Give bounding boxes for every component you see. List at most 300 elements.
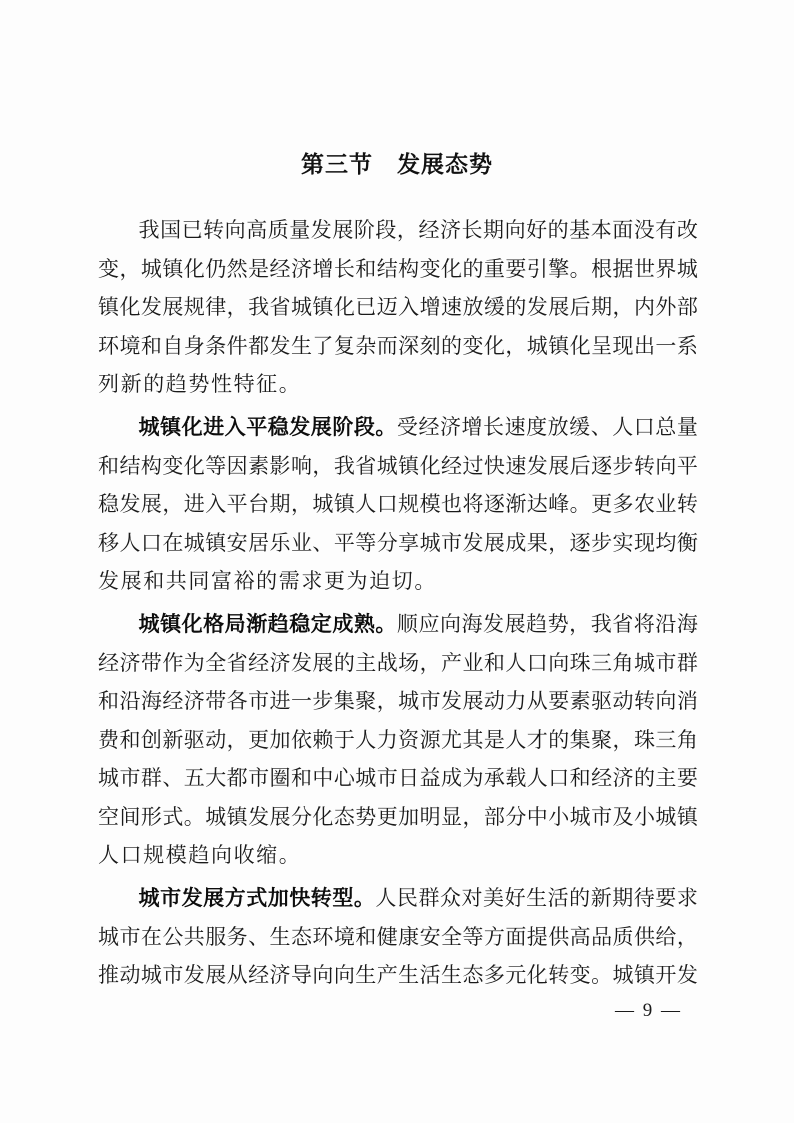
bold-character: 阶 xyxy=(332,416,354,440)
character: 要 xyxy=(655,886,677,911)
character: 化 xyxy=(183,453,205,478)
character: 城 xyxy=(98,766,119,791)
character: 度 xyxy=(526,415,548,440)
character: 步 xyxy=(591,530,613,555)
character: ， xyxy=(676,924,698,949)
bold-character: 式 xyxy=(246,887,268,911)
character: 创 xyxy=(140,727,162,752)
character: 康 xyxy=(398,924,420,949)
character: 动 xyxy=(119,963,141,988)
character: 发 xyxy=(119,492,141,517)
character: 城 xyxy=(140,256,162,281)
character: 展 xyxy=(332,218,354,243)
character: 活 xyxy=(547,886,569,911)
character: 口 xyxy=(633,415,655,440)
character: 。 xyxy=(278,843,300,868)
character: 实 xyxy=(612,530,634,555)
character: 规 xyxy=(183,295,205,320)
character: 主 xyxy=(655,766,677,791)
character: 生 xyxy=(269,924,291,949)
character: 发 xyxy=(248,804,270,829)
character: 新 xyxy=(162,727,184,752)
text-line xyxy=(98,720,698,759)
character: 口 xyxy=(120,843,142,868)
bold-character: 型 xyxy=(332,887,354,911)
character: ， xyxy=(290,492,312,517)
character: 战 xyxy=(376,650,398,675)
character: 市 xyxy=(655,650,677,675)
character: 海 xyxy=(676,612,698,637)
character: 间 xyxy=(119,804,141,829)
character: 展 xyxy=(483,530,505,555)
character: 、 xyxy=(312,530,334,555)
character: 小 xyxy=(633,804,655,829)
character: 济 xyxy=(439,218,461,243)
character: 的 xyxy=(256,569,278,594)
character: 带 xyxy=(140,650,162,675)
character: 缓 xyxy=(569,415,591,440)
character: 台 xyxy=(248,492,270,517)
bold-character: 进 xyxy=(203,416,225,440)
character: 在 xyxy=(162,530,184,555)
character: 其 xyxy=(462,727,484,752)
character: ， xyxy=(162,492,184,517)
character: 展 xyxy=(162,295,184,320)
character: 速 xyxy=(505,453,527,478)
character: 而 xyxy=(376,333,398,358)
paragraph xyxy=(98,210,698,403)
character: 长 xyxy=(461,218,483,243)
character: 段 xyxy=(375,218,397,243)
character: 各 xyxy=(226,689,248,714)
character: 发 xyxy=(183,963,205,988)
character: 的 xyxy=(143,372,165,397)
character: 平 xyxy=(226,492,248,517)
character: ， xyxy=(376,689,398,714)
character: 人 xyxy=(505,727,527,752)
character: 才 xyxy=(526,727,548,752)
character: 发 xyxy=(676,963,698,988)
character: 性 xyxy=(210,372,232,397)
character: 现 xyxy=(612,333,634,358)
character: 群 xyxy=(676,650,698,675)
character: 人 xyxy=(612,415,634,440)
character: 口 xyxy=(548,766,570,791)
bold-character: 快 xyxy=(289,887,311,911)
character: 速 xyxy=(441,295,462,320)
character: ， xyxy=(312,453,334,478)
character: 空 xyxy=(98,804,119,829)
character: ， xyxy=(462,804,484,829)
character: 待 xyxy=(633,886,655,911)
character: 化 xyxy=(569,333,591,358)
character: 城 xyxy=(205,804,227,829)
character: 大 xyxy=(205,766,227,791)
character: 呈 xyxy=(591,333,613,358)
bold-character: 。 xyxy=(375,416,397,440)
character: 展 xyxy=(120,569,142,594)
character: 仍 xyxy=(205,256,227,281)
character: 经 xyxy=(269,256,291,281)
character: 经 xyxy=(418,218,440,243)
character: 为 xyxy=(183,650,205,675)
bold-character: 。 xyxy=(353,887,375,911)
character: 镇 xyxy=(312,295,334,320)
character: ， xyxy=(612,727,634,752)
character: 根 xyxy=(591,256,613,281)
character: 等 xyxy=(462,924,484,949)
character: 转 xyxy=(633,453,655,478)
character: 化 xyxy=(419,453,441,478)
character: 人 xyxy=(375,886,397,911)
character: 向 xyxy=(224,218,246,243)
character: 分 xyxy=(290,804,312,829)
character: 和 xyxy=(140,333,162,358)
character: 人 xyxy=(355,727,377,752)
character: 发 xyxy=(269,333,291,358)
character: 城 xyxy=(183,530,205,555)
character: 提 xyxy=(526,924,548,949)
character: 角 xyxy=(612,650,634,675)
character: 展 xyxy=(312,650,334,675)
character: 承 xyxy=(483,766,505,791)
character: 市 xyxy=(119,766,141,791)
character: 转 xyxy=(548,963,570,988)
character: 化 xyxy=(119,295,141,320)
character: 化 xyxy=(333,295,355,320)
character: 发 xyxy=(140,295,162,320)
character: 产 xyxy=(376,963,398,988)
character: 向 xyxy=(439,612,461,637)
character: 构 xyxy=(398,256,420,281)
bold-character: 。 xyxy=(375,613,397,637)
character: 更 xyxy=(323,569,345,594)
character: 镇 xyxy=(398,453,420,478)
text-line xyxy=(98,523,698,562)
character: 赖 xyxy=(312,727,334,752)
character: 期 xyxy=(612,886,634,911)
character: 镇 xyxy=(98,295,119,320)
character: 国 xyxy=(160,218,182,243)
character: 镇 xyxy=(226,804,248,829)
bold-character: 入 xyxy=(224,416,246,440)
character: 富 xyxy=(210,569,232,594)
character: 尤 xyxy=(441,727,462,752)
character: 的 xyxy=(547,218,569,243)
character: 入 xyxy=(398,295,420,320)
character: 等 xyxy=(355,530,377,555)
character: 集 xyxy=(569,727,591,752)
character: 镇 xyxy=(205,530,227,555)
character: 逐 xyxy=(483,492,505,517)
character: 的 xyxy=(462,256,484,281)
character: 我 xyxy=(333,453,355,478)
character: 势 xyxy=(547,612,569,637)
character: 现 xyxy=(633,530,655,555)
character: 集 xyxy=(333,689,355,714)
character: 本 xyxy=(590,218,612,243)
text-line xyxy=(98,797,698,836)
character: 城 xyxy=(398,689,420,714)
character: 向 xyxy=(655,453,677,478)
character: 是 xyxy=(483,727,505,752)
character: 更 xyxy=(248,727,270,752)
character: 因 xyxy=(226,453,248,478)
character: 态 xyxy=(290,924,312,949)
character: 我 xyxy=(590,612,612,637)
character: 为 xyxy=(462,766,484,791)
character: 移 xyxy=(98,530,119,555)
character: 特 xyxy=(233,372,255,397)
character: 顺 xyxy=(396,612,418,637)
character: 杂 xyxy=(355,333,377,358)
bold-character: 城 xyxy=(138,416,160,440)
character: 导 xyxy=(290,963,312,988)
character: 小 xyxy=(548,804,570,829)
character: 城 xyxy=(633,650,655,675)
character: 、 xyxy=(248,924,270,949)
character: 环 xyxy=(98,333,119,358)
character: 界 xyxy=(655,256,677,281)
character: 收 xyxy=(233,843,255,868)
character: 深 xyxy=(398,333,420,358)
character: 场 xyxy=(398,650,420,675)
character: 发 xyxy=(526,295,548,320)
character: 变 xyxy=(569,963,591,988)
text-line xyxy=(98,835,698,874)
character: 平 xyxy=(333,530,355,555)
character: 业 xyxy=(462,650,484,675)
character: 济 xyxy=(119,650,141,675)
character: 擎 xyxy=(548,256,570,281)
character: 向 xyxy=(333,963,355,988)
character: 省 xyxy=(226,650,248,675)
bold-character: 趋 xyxy=(267,613,289,637)
character: 总 xyxy=(655,415,677,440)
character: 稳 xyxy=(98,492,119,517)
character: 城 xyxy=(419,530,441,555)
character: 。 xyxy=(278,372,300,397)
character: 生 xyxy=(398,963,420,988)
character: 都 xyxy=(226,766,248,791)
character: 发 xyxy=(526,453,548,478)
character: ， xyxy=(569,612,591,637)
character: 向 xyxy=(210,843,232,868)
character: 进 xyxy=(183,492,205,517)
character: 城 xyxy=(676,256,698,281)
character: 了 xyxy=(312,333,334,358)
character: 内 xyxy=(633,295,655,320)
character: 成 xyxy=(441,766,462,791)
character: 口 xyxy=(376,492,398,517)
character: 城 xyxy=(140,963,162,988)
character: 市 xyxy=(441,530,462,555)
character: 有 xyxy=(655,218,677,243)
character: 后 xyxy=(569,295,591,320)
character: 乐 xyxy=(269,530,291,555)
character: 、 xyxy=(162,766,184,791)
character: 都 xyxy=(248,333,270,358)
section-title: 第三节 发展态势 xyxy=(301,151,493,177)
character: 展 xyxy=(462,689,484,714)
character: 和 xyxy=(569,766,591,791)
character: ， xyxy=(226,727,248,752)
character: 省 xyxy=(355,453,377,478)
character: 化 xyxy=(441,256,462,281)
character: 城 xyxy=(290,295,312,320)
bold-character: 方 xyxy=(224,887,246,911)
character: 向 xyxy=(548,650,570,675)
character: ， xyxy=(419,650,441,675)
character: 世 xyxy=(633,256,655,281)
character: 逐 xyxy=(569,530,591,555)
bold-character: 稳 xyxy=(289,613,311,637)
character: 海 xyxy=(461,612,483,637)
character: 和 xyxy=(290,766,312,791)
character: 经 xyxy=(441,453,462,478)
character: 外 xyxy=(655,295,677,320)
character: 模 xyxy=(165,843,187,868)
character: 市 xyxy=(248,766,270,791)
character: 的 xyxy=(569,886,591,911)
character: 城 xyxy=(98,924,119,949)
character: ， xyxy=(396,218,418,243)
character: 沿 xyxy=(119,689,141,714)
character: 经 xyxy=(162,689,184,714)
character: 逐 xyxy=(591,453,613,478)
character: 量 xyxy=(289,218,311,243)
character: 生 xyxy=(355,963,377,988)
character: 农 xyxy=(633,492,655,517)
character: 新 xyxy=(590,886,612,911)
character: 平 xyxy=(676,453,698,478)
character: 的 xyxy=(333,650,355,675)
character: 市 xyxy=(376,766,398,791)
character: 济 xyxy=(612,766,634,791)
bold-character: 格 xyxy=(203,613,225,637)
character: 市 xyxy=(119,924,141,949)
character: 供 xyxy=(633,924,655,949)
character: 力 xyxy=(505,689,527,714)
character: 城 xyxy=(612,963,634,988)
character: 健 xyxy=(376,924,398,949)
character: 境 xyxy=(333,924,355,949)
character: 费 xyxy=(98,727,119,752)
character: 切 xyxy=(391,569,413,594)
character: 据 xyxy=(612,256,634,281)
text-line xyxy=(98,604,698,643)
character: 珠 xyxy=(569,650,591,675)
character: 城 xyxy=(526,333,548,358)
character: 受 xyxy=(396,415,418,440)
character: 口 xyxy=(140,530,162,555)
character: 业 xyxy=(655,492,677,517)
character: 全 xyxy=(205,650,227,675)
character: 放 xyxy=(462,295,484,320)
text-line xyxy=(98,210,698,249)
character: 镇 xyxy=(162,256,184,281)
character: 心 xyxy=(333,766,355,791)
character: 经 xyxy=(248,650,270,675)
character: 素 xyxy=(248,453,270,478)
character: 全 xyxy=(441,924,462,949)
character: 安 xyxy=(419,924,441,949)
character: 加 xyxy=(269,727,291,752)
character: 将 xyxy=(462,492,484,517)
character: 载 xyxy=(505,766,527,791)
text-line xyxy=(98,878,698,917)
text-line xyxy=(98,287,698,326)
character: 引 xyxy=(526,256,548,281)
character: 期 xyxy=(591,295,613,320)
character: 力 xyxy=(376,727,398,752)
character: 服 xyxy=(205,924,227,949)
character: 和 xyxy=(355,924,377,949)
character: 动 xyxy=(483,689,505,714)
character: 变 xyxy=(162,453,184,478)
character: 安 xyxy=(226,530,248,555)
bold-character: 城 xyxy=(138,613,160,637)
character: 规 xyxy=(143,843,165,868)
character: 阶 xyxy=(353,218,375,243)
character: 展 xyxy=(548,453,570,478)
character: 源 xyxy=(419,727,441,752)
character: 衡 xyxy=(676,530,698,555)
text-line xyxy=(98,326,698,365)
character: 活 xyxy=(419,963,441,988)
bold-character: 展 xyxy=(310,416,332,440)
bold-character: 局 xyxy=(224,613,246,637)
character: 要 xyxy=(676,766,698,791)
character: 展 xyxy=(269,804,291,829)
character: 发 xyxy=(441,689,462,714)
character: 动 xyxy=(612,689,634,714)
character: 入 xyxy=(205,492,227,517)
character: 共 xyxy=(165,569,187,594)
character: 人 xyxy=(505,650,527,675)
character: 高 xyxy=(569,924,591,949)
character: 珠 xyxy=(633,727,655,752)
character: 多 xyxy=(612,492,634,517)
character: 民 xyxy=(396,886,418,911)
character: 缓 xyxy=(483,295,505,320)
character: 化 xyxy=(526,963,548,988)
character: 势 xyxy=(188,372,210,397)
text-line xyxy=(98,364,698,403)
bold-character: 定 xyxy=(310,613,332,637)
character: 更 xyxy=(376,804,398,829)
character: 展 xyxy=(140,492,162,517)
character: 对 xyxy=(461,886,483,911)
character: 产 xyxy=(441,650,462,675)
character: 为 xyxy=(346,569,368,594)
character: 模 xyxy=(419,492,441,517)
bold-character: 发 xyxy=(289,416,311,440)
character: 趋 xyxy=(165,372,187,397)
character: 新 xyxy=(120,372,142,397)
character: 部 xyxy=(676,295,698,320)
character: 变 xyxy=(419,256,441,281)
character: 更 xyxy=(591,492,613,517)
character: 城 xyxy=(655,804,677,829)
character: 济 xyxy=(183,689,205,714)
character: 从 xyxy=(526,689,548,714)
character: 也 xyxy=(441,492,462,517)
character: 身 xyxy=(183,333,205,358)
character: 人 xyxy=(526,766,548,791)
character: ， xyxy=(612,295,634,320)
character: 面 xyxy=(505,924,527,949)
